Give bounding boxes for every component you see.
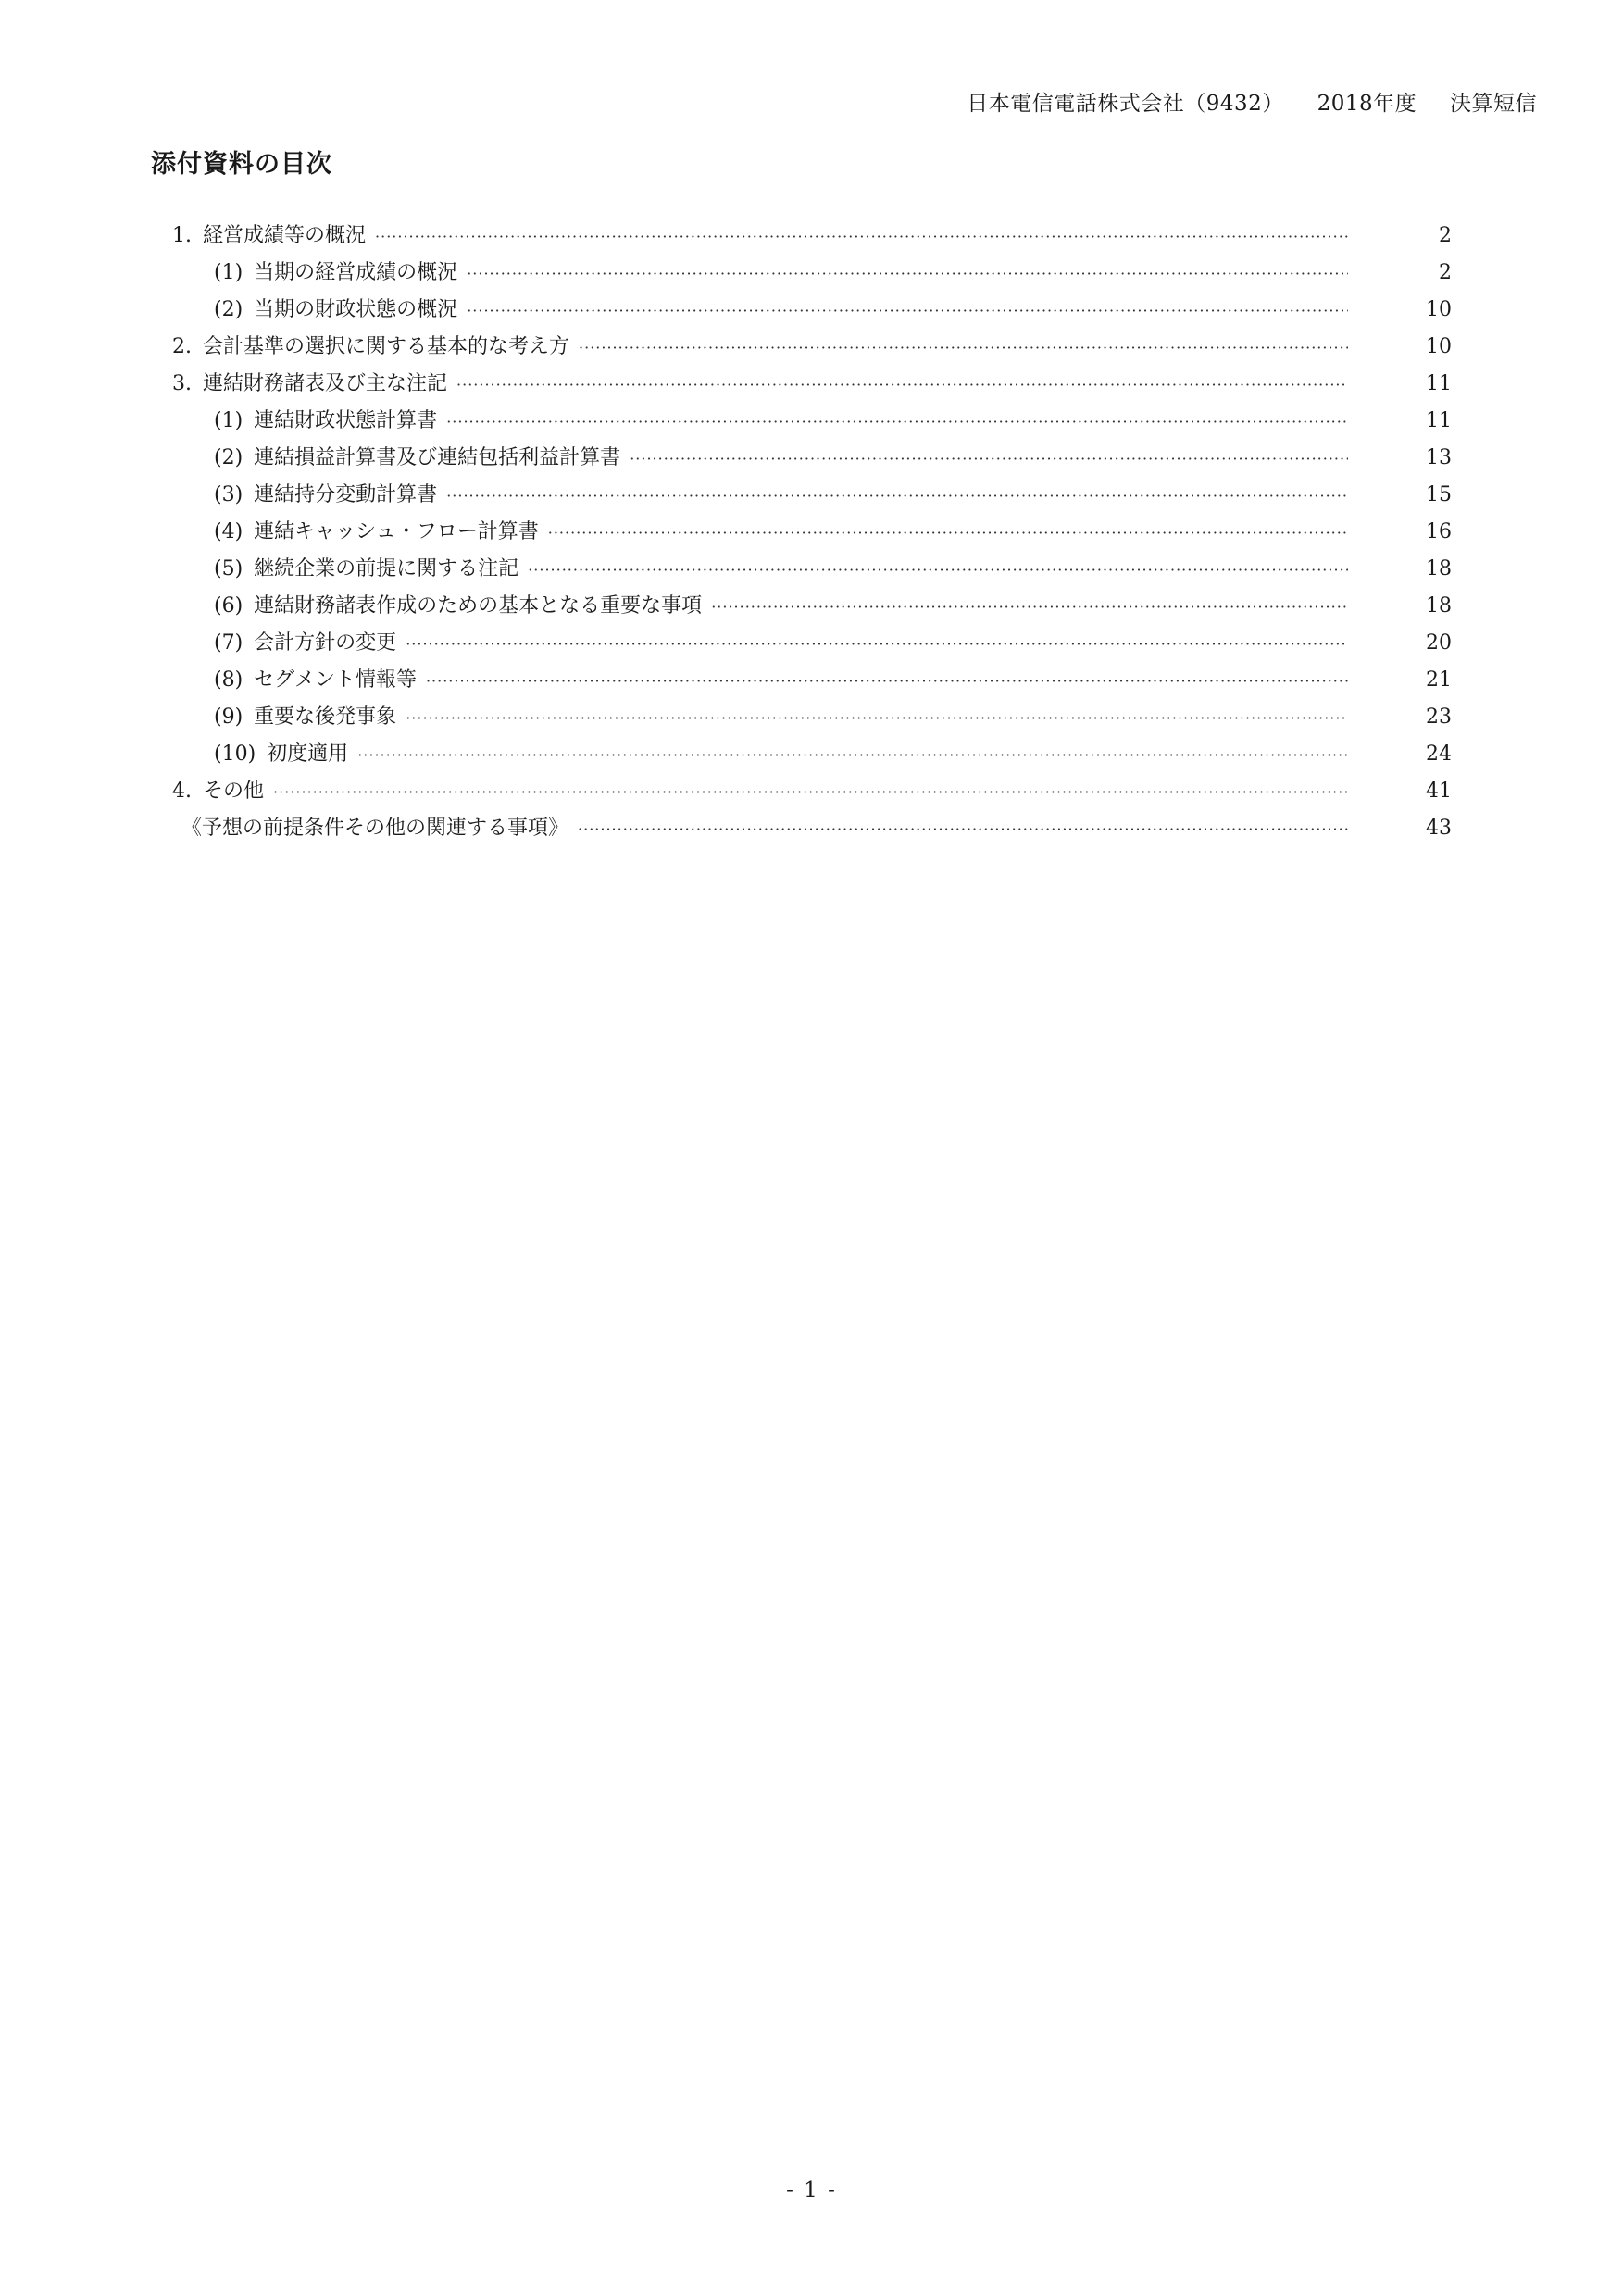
toc-entry-page: 11 bbox=[1426, 372, 1452, 395]
toc-entry-number: 3. bbox=[172, 372, 192, 395]
toc-entry-label: セグメント情報等 bbox=[254, 668, 417, 692]
toc-entry[interactable] bbox=[172, 219, 1452, 256]
toc-entry[interactable] bbox=[172, 664, 1452, 701]
toc-leader-dots bbox=[569, 339, 1348, 356]
toc-leader bbox=[579, 339, 1348, 356]
toc-entry-number: (8) bbox=[214, 668, 243, 692]
toc-entry-page: 41 bbox=[1426, 780, 1452, 803]
toc-leader-dots bbox=[568, 820, 1348, 838]
toc-leader-dots bbox=[457, 302, 1348, 319]
toc-leader-dots bbox=[539, 524, 1348, 542]
toc-entry-page: 43 bbox=[1426, 817, 1452, 840]
toc-entry-page: 10 bbox=[1426, 335, 1452, 358]
toc-entry-number: (6) bbox=[214, 594, 243, 618]
toc-entry-label: 連結財務諸表及び主な注記 bbox=[203, 372, 448, 395]
toc-entry[interactable] bbox=[172, 627, 1452, 664]
toc-entry-label: 初度適用 bbox=[267, 742, 349, 766]
toc-entry[interactable] bbox=[172, 368, 1452, 405]
toc-leader bbox=[426, 672, 1348, 690]
toc-leader bbox=[711, 598, 1348, 616]
document-title: 添付資料の目次 bbox=[151, 150, 332, 179]
toc-entry-page: 21 bbox=[1426, 668, 1452, 692]
toc-leader-dots bbox=[702, 598, 1348, 616]
toc-entry-number: (1) bbox=[214, 261, 243, 284]
table-of-contents bbox=[172, 219, 1452, 849]
toc-entry[interactable] bbox=[172, 775, 1452, 812]
toc-leader bbox=[357, 746, 1348, 764]
toc-entry-label: 継続企業の前提に関する注記 bbox=[254, 557, 519, 580]
toc-entry[interactable] bbox=[172, 738, 1452, 775]
toc-entry-page: 18 bbox=[1426, 594, 1452, 618]
toc-entry[interactable] bbox=[172, 553, 1452, 590]
toc-leader bbox=[528, 561, 1348, 579]
toc-leader bbox=[467, 302, 1348, 319]
toc-leader-dots bbox=[417, 672, 1348, 690]
toc-entry-number: (10) bbox=[214, 742, 256, 766]
toc-entry-page: 13 bbox=[1426, 446, 1452, 469]
toc-leader-dots bbox=[620, 450, 1348, 468]
toc-entry[interactable] bbox=[172, 405, 1452, 442]
page-number: - 1 - bbox=[786, 2178, 837, 2202]
toc-entry-number: (1) bbox=[214, 409, 243, 432]
toc-entry-page: 18 bbox=[1426, 557, 1452, 580]
toc-entry-label: 《予想の前提条件その他の関連する事項》 bbox=[181, 817, 569, 840]
toc-leader-dots bbox=[264, 783, 1348, 801]
toc-entry-page: 2 bbox=[1439, 261, 1452, 284]
header-company: 日本電信電話株式会社（9432） bbox=[967, 92, 1284, 116]
toc-leader bbox=[578, 820, 1348, 838]
toc-leader-dots bbox=[518, 561, 1348, 579]
toc-leader-dots bbox=[366, 228, 1348, 245]
header-fiscal-year: 2018年度 bbox=[1317, 92, 1417, 116]
toc-entry-page: 16 bbox=[1426, 520, 1452, 543]
toc-leader bbox=[406, 635, 1348, 653]
toc-entry-number: 1. bbox=[172, 224, 192, 247]
toc-leader bbox=[446, 487, 1348, 505]
toc-entry-page: 11 bbox=[1426, 409, 1452, 432]
toc-entry[interactable] bbox=[172, 812, 1452, 849]
toc-entry-number: 2. bbox=[172, 335, 192, 358]
toc-entry-label: 会計方針の変更 bbox=[254, 631, 397, 655]
toc-entry-label: 連結財政状態計算書 bbox=[254, 409, 438, 432]
toc-entry[interactable] bbox=[172, 479, 1452, 516]
toc-leader-dots bbox=[396, 635, 1348, 653]
toc-leader-dots bbox=[396, 709, 1348, 727]
toc-entry[interactable] bbox=[172, 516, 1452, 553]
toc-entry-label: 会計基準の選択に関する基本的な考え方 bbox=[203, 335, 570, 358]
toc-leader-dots bbox=[348, 746, 1348, 764]
toc-entry-number: (7) bbox=[214, 631, 243, 655]
toc-entry-number: (5) bbox=[214, 557, 243, 580]
toc-entry-label: 連結財務諸表作成のための基本となる重要な事項 bbox=[254, 594, 703, 618]
toc-entry-page: 20 bbox=[1426, 631, 1452, 655]
toc-leader bbox=[456, 376, 1348, 393]
toc-entry-label: 当期の財政状態の概況 bbox=[254, 298, 458, 321]
toc-entry-label: 当期の経営成績の概況 bbox=[254, 261, 458, 284]
toc-entry[interactable] bbox=[172, 701, 1452, 738]
toc-entry-label: 連結持分変動計算書 bbox=[254, 483, 438, 506]
toc-entry[interactable] bbox=[172, 293, 1452, 331]
page-header bbox=[967, 86, 1537, 117]
toc-leader bbox=[630, 450, 1348, 468]
page-footer bbox=[0, 2178, 1623, 2202]
toc-entry-page: 2 bbox=[1439, 224, 1452, 247]
toc-leader-dots bbox=[457, 265, 1348, 282]
toc-leader bbox=[548, 524, 1348, 542]
toc-leader bbox=[406, 709, 1348, 727]
toc-leader bbox=[446, 413, 1348, 430]
toc-entry-page: 24 bbox=[1426, 742, 1452, 766]
header-report-type: 決算短信 bbox=[1450, 92, 1537, 116]
toc-entry-label: その他 bbox=[203, 780, 265, 803]
toc-entry[interactable] bbox=[172, 590, 1452, 627]
toc-entry-number: (2) bbox=[214, 298, 243, 321]
toc-entry[interactable] bbox=[172, 331, 1452, 368]
toc-leader bbox=[467, 265, 1348, 282]
toc-leader-dots bbox=[437, 413, 1348, 430]
toc-entry-number: 4. bbox=[172, 780, 192, 803]
toc-entry-number: (2) bbox=[214, 446, 243, 469]
toc-entry[interactable] bbox=[172, 256, 1452, 293]
toc-leader-dots bbox=[437, 487, 1348, 505]
toc-entry-label: 経営成績等の概況 bbox=[203, 224, 367, 247]
toc-leader bbox=[375, 228, 1348, 245]
toc-entry-number: (9) bbox=[214, 705, 243, 729]
toc-entry-label: 重要な後発事象 bbox=[254, 705, 397, 729]
toc-leader bbox=[273, 783, 1348, 801]
toc-entry-number: (3) bbox=[214, 483, 243, 506]
toc-leader-dots bbox=[447, 376, 1348, 393]
toc-entry-label: 連結損益計算書及び連結包括利益計算書 bbox=[254, 446, 621, 469]
toc-entry-label: 連結キャッシュ・フロー計算書 bbox=[254, 520, 539, 543]
toc-entry[interactable] bbox=[172, 442, 1452, 479]
toc-entry-number: (4) bbox=[214, 520, 243, 543]
toc-entry-page: 10 bbox=[1426, 298, 1452, 321]
toc-entry-page: 15 bbox=[1426, 483, 1452, 506]
toc-entry-page: 23 bbox=[1426, 705, 1452, 729]
